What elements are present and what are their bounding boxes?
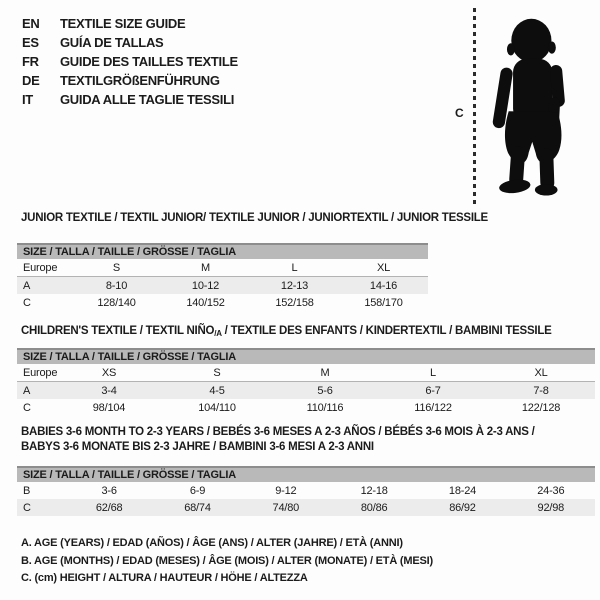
children-size-table bbox=[17, 348, 595, 416]
cell: 3-4 bbox=[101, 384, 117, 397]
row-label: A bbox=[23, 279, 31, 292]
babies-table-title bbox=[21, 425, 535, 455]
language-row bbox=[22, 90, 238, 109]
language-title: GUIDA ALLE TAGLIE TESSILI bbox=[60, 92, 235, 107]
row-label: A bbox=[23, 384, 31, 397]
junior-table-title: JUNIOR TEXTILE / TEXTIL JUNIOR/ TEXTILE JUNIOR / JUNIORTEXTIL / JUNIOR TESSILE bbox=[21, 212, 488, 224]
cell: 8-10 bbox=[105, 279, 128, 292]
cell: 158/170 bbox=[364, 296, 403, 309]
language-title: TEXTILE SIZE GUIDE bbox=[60, 16, 186, 31]
children-table-title-pre: CHILDREN'S TEXTILE / TEXTIL NIÑO bbox=[21, 325, 215, 337]
table-row-europe bbox=[17, 259, 428, 277]
cell: 104/110 bbox=[198, 401, 236, 414]
row-label: Europe bbox=[23, 366, 58, 379]
cell: 116/122 bbox=[414, 401, 452, 414]
cell: 3-6 bbox=[101, 484, 117, 497]
measure-legend bbox=[21, 535, 433, 588]
cell: 7-8 bbox=[533, 384, 549, 397]
cell: 110/116 bbox=[306, 401, 344, 414]
size-header-bar: SIZE / TALLA / TAILLE / GRÖSSE / TAGLIA bbox=[17, 466, 595, 482]
baby-head bbox=[511, 19, 551, 63]
language-title: GUÍA DE TALLAS bbox=[60, 35, 164, 50]
height-measure-label: C bbox=[455, 106, 464, 120]
cell: 128/140 bbox=[97, 296, 136, 309]
cell: 92/98 bbox=[537, 501, 565, 514]
size-column-header: L bbox=[291, 261, 298, 274]
language-row bbox=[22, 33, 238, 52]
baby-ear-left bbox=[507, 43, 515, 55]
legend-line-a: A. AGE (YEARS) / EDAD (AÑOS) / ÂGE (ANS) / ALTER (JAHRE) / ETÀ (ANNI) bbox=[21, 537, 403, 549]
babies-table-title-line2: BABYS 3-6 MONATE BIS 2-3 JAHRE / BAMBINI 3-6 MESI A 2-3 ANNI bbox=[21, 441, 374, 453]
cell: 6-9 bbox=[189, 484, 206, 497]
language-list bbox=[22, 14, 238, 109]
size-column-header: S bbox=[112, 261, 121, 274]
legend-line-c: C. (cm) HEIGHT / ALTURA / HAUTEUR / HÖHE / ALTEZZA bbox=[21, 572, 308, 584]
children-table-title-post: / TEXTILE DES ENFANTS / KINDERTEXTIL / BAMBINI TESSILE bbox=[221, 325, 552, 337]
cell: 9-12 bbox=[275, 484, 297, 497]
cell: 6-7 bbox=[425, 384, 441, 397]
row-label: C bbox=[23, 296, 31, 309]
language-code: DE bbox=[22, 73, 40, 88]
cell: 152/158 bbox=[275, 296, 314, 309]
cell: 68/74 bbox=[184, 501, 211, 514]
row-label: C bbox=[23, 501, 31, 514]
size-header-bar: SIZE / TALLA / TAILLE / GRÖSSE / TAGLIA bbox=[17, 348, 595, 364]
size-column-header: XL bbox=[534, 366, 548, 379]
size-column-header: L bbox=[430, 366, 436, 379]
cell: 5-6 bbox=[317, 384, 333, 397]
language-code: EN bbox=[22, 16, 40, 31]
junior-size-table bbox=[17, 243, 428, 311]
language-code: FR bbox=[22, 54, 39, 69]
legend-line-b: B. AGE (MONTHS) / EDAD (MESES) / ÂGE (MOIS) / ALTER (MONATE) / ETÀ (MESI) bbox=[21, 554, 433, 567]
baby-foot-right bbox=[535, 184, 558, 195]
cell: 86/92 bbox=[449, 501, 476, 514]
row-label: C bbox=[23, 401, 31, 414]
row-label: Europe bbox=[23, 261, 58, 274]
language-row bbox=[22, 71, 238, 90]
table-row-europe bbox=[17, 364, 595, 382]
cell: 62/68 bbox=[95, 501, 123, 514]
size-header-bar: SIZE / TALLA / TAILLE / GRÖSSE / TAGLIA bbox=[17, 243, 428, 259]
language-code: IT bbox=[22, 92, 33, 107]
cell: 12-13 bbox=[280, 279, 309, 292]
cell: 24-36 bbox=[537, 484, 565, 497]
table-row-height bbox=[17, 294, 428, 311]
babies-table-title-line1: BABIES 3-6 MONTH TO 2-3 YEARS / BEBÉS 3-6 MESES A 2-3 AÑOS / BÉBÉS 3-6 MOIS À 2-3 ANS / bbox=[21, 426, 535, 438]
table-row-age bbox=[17, 382, 595, 399]
size-column-header: M bbox=[201, 261, 210, 274]
cell: 122/128 bbox=[521, 401, 561, 414]
baby-leg-right bbox=[539, 148, 554, 190]
language-row bbox=[22, 14, 238, 33]
height-dashed-line bbox=[473, 8, 476, 206]
table-row-age-months bbox=[17, 482, 595, 499]
row-label: B bbox=[23, 484, 31, 497]
table-row-height bbox=[17, 399, 595, 416]
cell: 10-12 bbox=[191, 279, 220, 292]
size-column-header: XL bbox=[376, 261, 391, 274]
table-row-age bbox=[17, 277, 428, 294]
size-column-header: S bbox=[213, 366, 221, 379]
cell: 140/152 bbox=[186, 296, 225, 309]
size-column-header: XS bbox=[101, 366, 117, 379]
cell: 12-18 bbox=[360, 484, 388, 497]
baby-silhouette bbox=[486, 5, 582, 208]
children-table-title-sub: /A bbox=[214, 329, 222, 338]
cell: 14-16 bbox=[369, 279, 398, 292]
language-code: ES bbox=[22, 35, 39, 50]
language-title: GUIDE DES TAILLES TEXTILE bbox=[60, 54, 238, 69]
language-row bbox=[22, 52, 238, 71]
table-row-height bbox=[17, 499, 595, 516]
size-column-header: M bbox=[320, 366, 330, 379]
baby-foot-left bbox=[498, 178, 531, 195]
cell: 98/104 bbox=[92, 401, 126, 414]
cell: 4-5 bbox=[209, 384, 225, 397]
language-title: TEXTILGRÖßENFÜHRUNG bbox=[60, 73, 220, 88]
babies-size-table bbox=[17, 466, 595, 516]
baby-ear-right bbox=[548, 41, 556, 53]
cell: 74/80 bbox=[272, 501, 300, 514]
cell: 18-24 bbox=[448, 484, 477, 497]
cell: 80/86 bbox=[360, 501, 388, 514]
children-table-title bbox=[21, 325, 552, 338]
